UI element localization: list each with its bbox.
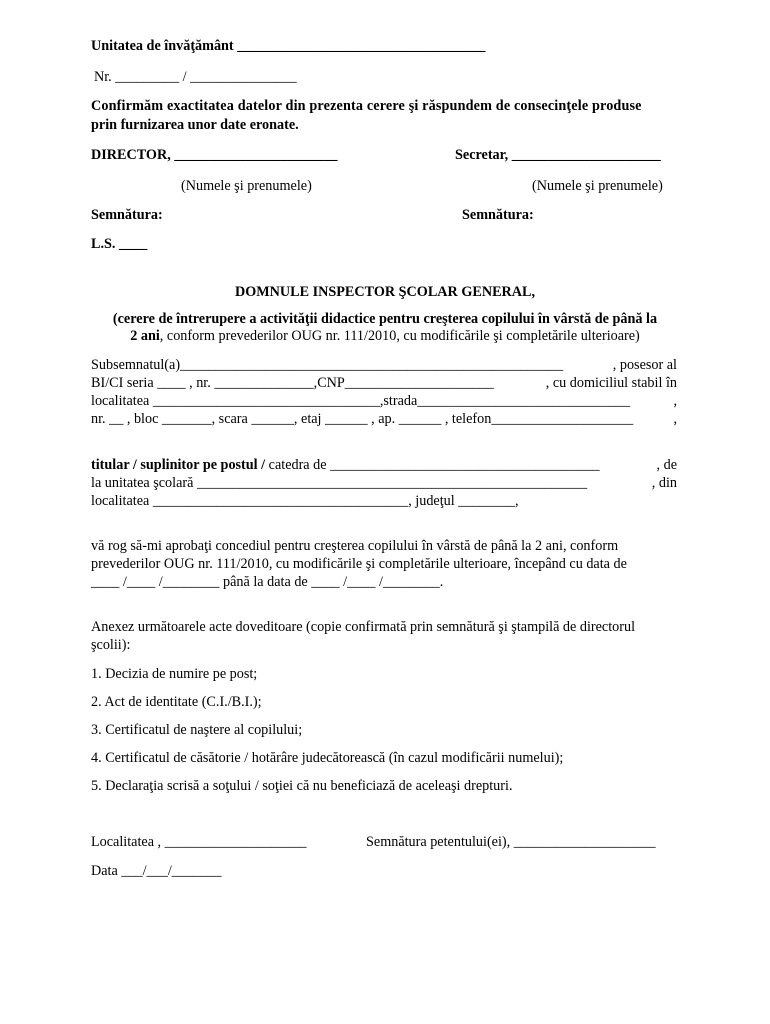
position-line-2 xyxy=(91,475,677,492)
annex-intro-line-1: Anexez următoarele acte doveditoare (copie confirmată prin semnătură şi ştampilă de directorul xyxy=(91,619,636,635)
applicant-line-3 xyxy=(91,393,677,410)
date-field: Data ___/___/_______ xyxy=(91,863,222,879)
applicant-line-3-end: , xyxy=(673,393,677,409)
annex-item: 3. Certificatul de naştere al copilului; xyxy=(91,722,303,738)
request-line-1: vă rog să-mi aprobaţi concediul pentru creşterea copilului în vârstă de până la 2 ani, conform xyxy=(91,538,619,554)
annex-item: 4. Certificatul de căsătorie / hotărâre judecătorească (în cazul modificării numelui); xyxy=(91,750,564,766)
position-locality-county: localitatea ____________________________________, judeţul ________, xyxy=(91,493,519,509)
request-period-dates: ____ /____ /________ până la data de ____ /____ /________. xyxy=(91,574,444,590)
department-field: catedra de ______________________________________ xyxy=(265,457,600,473)
secretary-name-hint: (Numele şi prenumele) xyxy=(532,178,663,194)
applicant-line-1-end: , posesor al xyxy=(612,357,677,373)
addressee-title: DOMNULE INSPECTOR ŞCOLAR GENERAL, xyxy=(234,284,536,300)
confirmation-text: Confirmăm exactitatea datelor din prezenta cerere şi răspundem de consecinţele produse xyxy=(91,98,642,114)
petitioner-signature-field: Semnătura petentului(ei), ____________________ xyxy=(366,834,656,850)
secretary-field: Secretar, _____________________ xyxy=(455,147,661,163)
applicant-line-1 xyxy=(91,357,677,374)
school-unit-field: la unitatea şcolară _______________________________________________________ xyxy=(91,475,588,491)
director-signature-label: Semnătura: xyxy=(91,207,163,223)
position-line-2-end: , din xyxy=(651,475,677,491)
position-line-1 xyxy=(91,457,677,474)
position-type: titular / suplinitor pe postul / xyxy=(91,457,266,473)
annex-item: 2. Act de identitate (C.I./B.I.); xyxy=(91,694,262,710)
annex-item: 1. Decizia de numire pe post; xyxy=(91,666,258,682)
applicant-line-2 xyxy=(91,375,677,392)
annex-intro-line-2: şcolii): xyxy=(91,637,131,653)
applicant-name-field: Subsemnatul(a)______________________________________________________ xyxy=(91,357,564,373)
address-details-phone: nr. __ , bloc _______, scara ______, etaj ______ , ap. ______ , telefon____________________ xyxy=(91,411,634,427)
request-line-2: prevederilor OUG nr. 111/2010, cu modificările şi completările ulterioare, începând cu data de xyxy=(91,556,627,572)
address-locality-street: localitatea ________________________________,strada______________________________ xyxy=(91,393,631,409)
id-card-fields: BI/CI seria ____ , nr. ______________,CNP_____________________ xyxy=(91,375,494,391)
applicant-line-4 xyxy=(91,411,677,428)
request-subtitle-line-2 xyxy=(0,328,770,345)
position-line-1-end: , de xyxy=(656,457,677,473)
school-unit-line: Unitatea de învăţământ ___________________________________ xyxy=(91,38,486,54)
registration-number-line: Nr. _________ / _______________ xyxy=(94,69,297,85)
director-field: DIRECTOR, _______________________ xyxy=(91,147,338,163)
director-name-hint: (Numele şi prenumele) xyxy=(181,178,312,194)
subtitle-age: 2 ani xyxy=(130,328,160,344)
secretary-signature-label: Semnătura: xyxy=(462,207,534,223)
locality-field: Localitatea , ____________________ xyxy=(91,834,307,850)
subtitle-legal-basis: , conform prevederilor OUG nr. 111/2010, cu modificările şi completările ulterioare) xyxy=(159,328,640,344)
stamp-placeholder: L.S. ____ xyxy=(91,236,148,252)
confirmation-text-line-2: prin furnizarea unor date eronate. xyxy=(91,117,299,133)
request-subtitle-line-1: (cerere de întrerupere a activităţii didactice pentru creşterea copilului în vârstă de până la xyxy=(112,311,658,327)
applicant-line-4-end: , xyxy=(673,411,677,427)
position-field xyxy=(91,457,600,474)
applicant-line-2-end: , cu domiciliul stabil în xyxy=(545,375,677,391)
annex-item: 5. Declaraţia scrisă a soţului / soţiei că nu beneficiază de aceleaşi drepturi. xyxy=(91,778,513,794)
confirmation-text-line-1 xyxy=(91,98,677,115)
